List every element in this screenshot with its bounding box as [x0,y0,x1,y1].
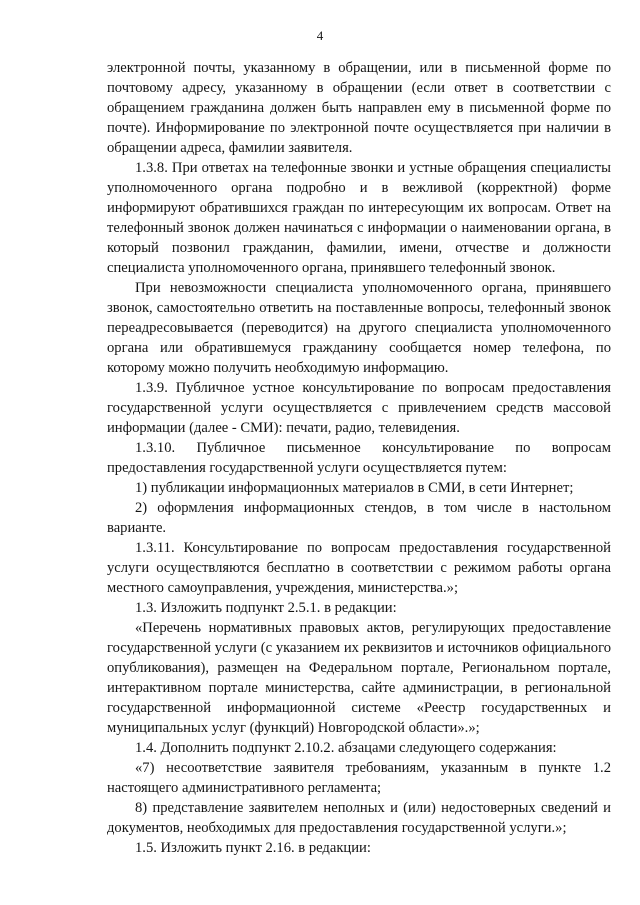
paragraph: 2) оформления информационных стендов, в том числе в настольном варианте. [107,500,611,536]
page-number: 4 [316,28,324,43]
paragraph: 1.4. Дополнить подпункт 2.10.2. абзацами следующего содержания: [135,740,557,756]
paragraph: 1.3.11. Консультирование по вопросам предоставления государственной услуги осуществляются бесплатно в соответствии с режимом работы органа местного самоуправления, учреждения, министерства.»; [107,540,611,596]
paragraph: 1.5. Изложить пункт 2.16. в редакции: [135,840,371,856]
paragraph: 8) представление заявителем неполных и (или) недостоверных сведений и документов, необходимых для предоставления государственной услуги.»; [107,800,611,836]
paragraph: «Перечень нормативных правовых актов, регулирующих предоставление государственной услуги (с указанием их реквизитов и источников официального опубликования), размещен на Федеральном портале, Региональном портале, интерактивном портале министерства, сайте администрации, в региональной государственной информационной системе «Реестр государственных и муниципальных услуг (функций) Новгородской области».»; [107,620,611,736]
paragraph: электронной почты, указанному в обращении, или в письменной форме по почтовому адресу, указанному в обращении (если ответ в соответствии с обращением гражданина должен быть направлен ему в письменной форме по почте). Информирование по электронной почте осуществляется при наличии в обращении адреса, фамилии заявителя. [107,60,611,156]
paragraph: 1.3.9. Публичное устное консультирование по вопросам предоставления государственной услуги осуществляется с привлечением средств массовой информации (далее - СМИ): печати, радио, телевидения. [107,380,611,436]
document-body [107,58,611,858]
paragraph: «7) несоответствие заявителя требованиям, указанным в пункте 1.2 настоящего административного регламента; [107,760,611,796]
paragraph: 1) публикации информационных материалов в СМИ, в сети Интернет; [135,480,574,496]
paragraph: 1.3. Изложить подпункт 2.5.1. в редакции: [135,600,397,616]
paragraph: 1.3.10. Публичное письменное консультирование по вопросам предоставления государственной услуги осуществляется путем: [107,440,611,476]
paragraph: При невозможности специалиста уполномоченного органа, принявшего звонок, самостоятельно ответить на поставленные вопросы, телефонный звонок переадресовывается (переводится) на другого специалиста уполномоченного органа или обратившемуся гражданину сообщается номер телефона, по которому можно получить необходимую информацию. [107,280,611,376]
paragraph: 1.3.8. При ответах на телефонные звонки и устные обращения специалисты уполномоченного органа подробно и в вежливой (корректной) форме информируют обратившихся граждан по интересующим их вопросам. Ответ на телефонный звонок должен начинаться с информации о наименовании органа, в который позвонил гражданин, фамилии, имени, отчестве и должности специалиста уполномоченного органа, принявшего телефонный звонок. [107,160,611,276]
